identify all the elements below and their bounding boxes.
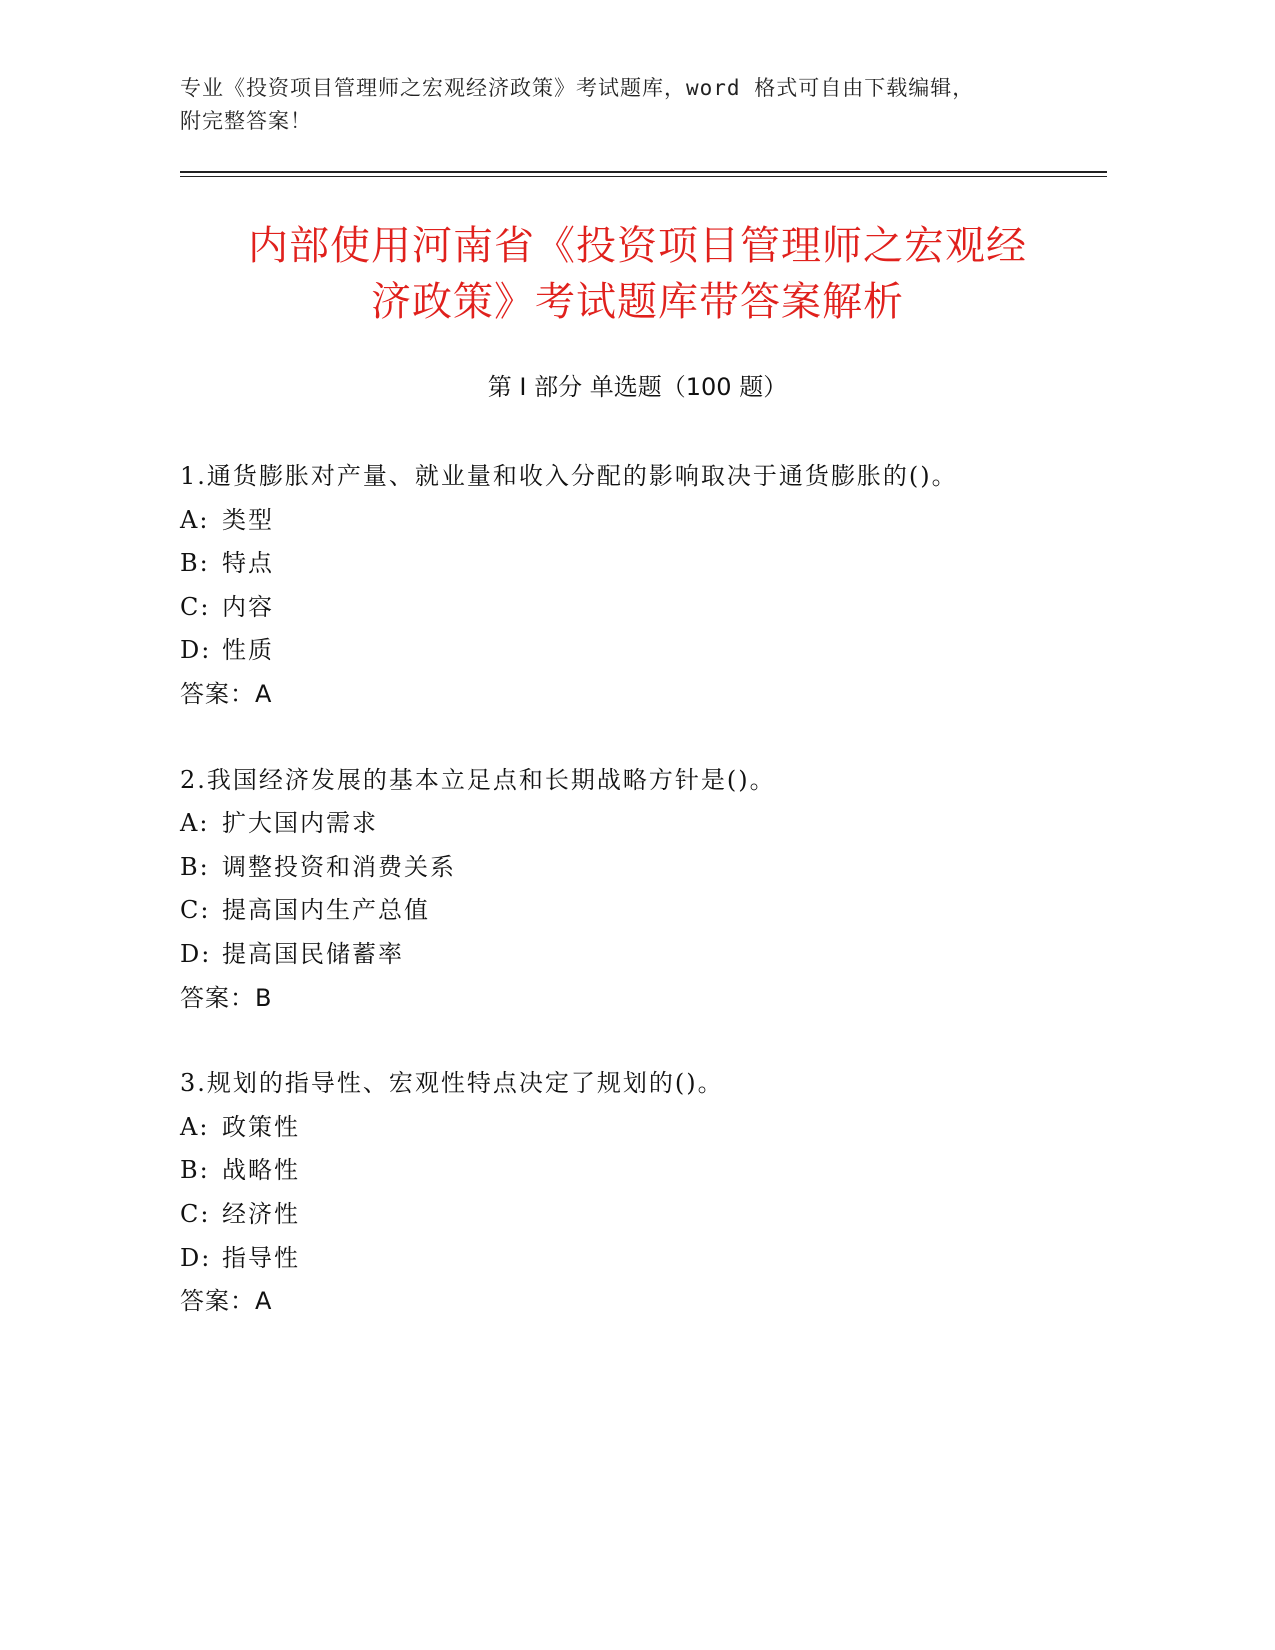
document-header-note bbox=[180, 72, 1110, 138]
document-title bbox=[150, 218, 1125, 330]
section-heading: 第 I 部分 单选题（100 题） bbox=[487, 373, 788, 401]
option-key: D: bbox=[180, 636, 212, 665]
option-key: A: bbox=[180, 1112, 210, 1141]
option-key: C: bbox=[180, 592, 211, 621]
option-d bbox=[180, 1237, 1110, 1281]
question-stem: 2.我国经济发展的基本立足点和长期战略方针是()。 bbox=[180, 765, 776, 794]
option-a bbox=[180, 802, 1110, 846]
option-text: 战略性 bbox=[222, 1156, 300, 1185]
option-key: D: bbox=[180, 1243, 212, 1272]
question-1 bbox=[180, 455, 1110, 717]
option-key: A: bbox=[180, 809, 210, 838]
option-text: 性质 bbox=[222, 636, 274, 665]
header-note-line-2: 附完整答案！ bbox=[180, 109, 312, 133]
option-key: B: bbox=[180, 1156, 210, 1185]
option-text: 经济性 bbox=[222, 1199, 300, 1228]
option-c bbox=[180, 586, 1110, 630]
option-key: C: bbox=[180, 896, 211, 925]
option-text: 提高国内生产总值 bbox=[222, 896, 430, 925]
option-text: 指导性 bbox=[222, 1243, 300, 1272]
option-c bbox=[180, 1193, 1110, 1237]
option-key: C: bbox=[180, 1199, 211, 1228]
option-text: 类型 bbox=[222, 505, 274, 534]
option-a bbox=[180, 1106, 1110, 1150]
option-d bbox=[180, 933, 1110, 977]
question-list bbox=[180, 455, 1110, 1366]
option-key: D: bbox=[180, 939, 212, 968]
option-c bbox=[180, 889, 1110, 933]
question-stem: 3.规划的指导性、宏观性特点决定了规划的()。 bbox=[180, 1069, 724, 1098]
option-key: B: bbox=[180, 852, 210, 881]
question-2 bbox=[180, 759, 1110, 1021]
answer-line: 答案：A bbox=[180, 679, 273, 708]
header-note-line-1: 专业《投资项目管理师之宏观经济政策》考试题库，word 格式可自由下载编辑， bbox=[180, 76, 975, 100]
option-d bbox=[180, 629, 1110, 673]
option-key: A: bbox=[180, 505, 210, 534]
option-b bbox=[180, 1149, 1110, 1193]
question-3 bbox=[180, 1062, 1110, 1324]
option-key: B: bbox=[180, 549, 210, 578]
option-text: 调整投资和消费关系 bbox=[222, 852, 456, 881]
option-b bbox=[180, 846, 1110, 890]
document-title-line-2: 济政策》考试题库带答案解析 bbox=[371, 279, 904, 325]
option-text: 政策性 bbox=[222, 1112, 300, 1141]
option-text: 内容 bbox=[222, 592, 274, 621]
option-b bbox=[180, 542, 1110, 586]
header-divider-thin bbox=[180, 176, 1107, 177]
answer-line: 答案：A bbox=[180, 1287, 273, 1316]
option-a bbox=[180, 499, 1110, 543]
document-title-line-1: 内部使用河南省《投资项目管理师之宏观经 bbox=[248, 223, 1027, 269]
option-text: 特点 bbox=[222, 549, 274, 578]
question-stem: 1.通货膨胀对产量、就业量和收入分配的影响取决于通货膨胀的()。 bbox=[180, 462, 958, 490]
answer-line: 答案：B bbox=[180, 983, 273, 1012]
option-text: 扩大国内需求 bbox=[222, 809, 378, 838]
header-divider-thick bbox=[180, 171, 1107, 173]
option-text: 提高国民储蓄率 bbox=[222, 939, 404, 968]
